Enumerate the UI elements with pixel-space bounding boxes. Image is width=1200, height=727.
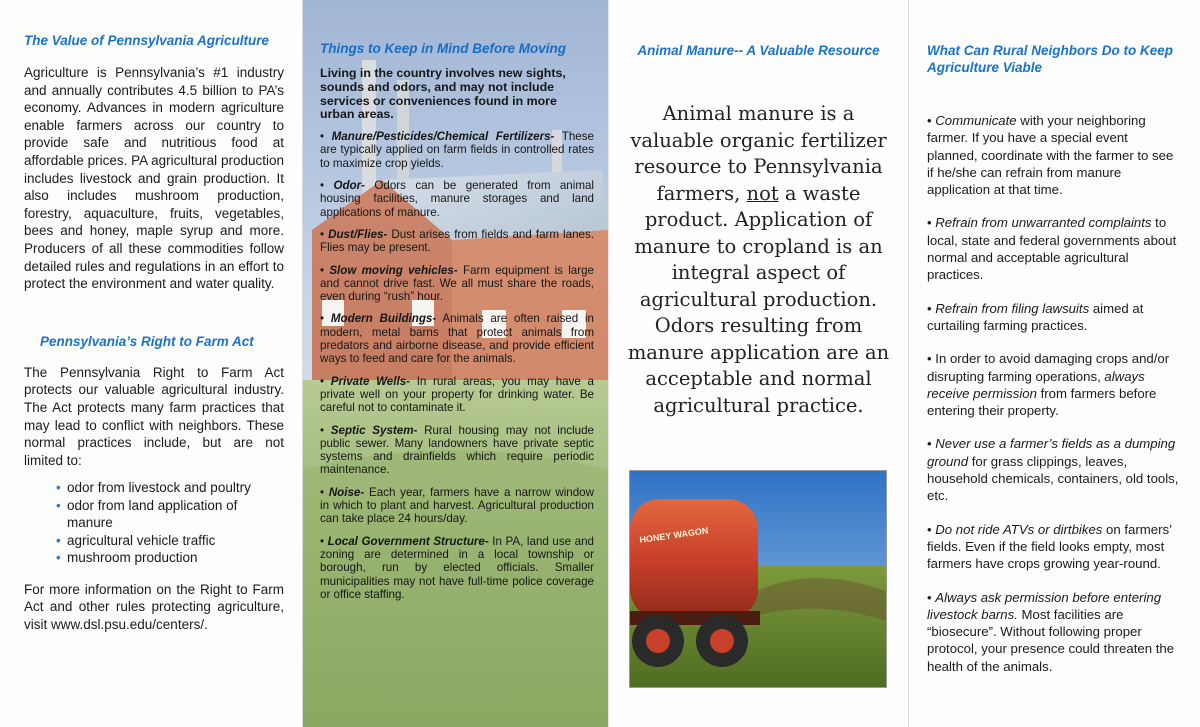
manure-statement: Animal manure is a valuable organic fertilizer resource to Pennsylvania farmers, not a waste product. Application of manure to cropland is an integral aspect of agricultural production. Odors resulting from manure application are an acceptable and normal agricultural practice. [627,102,890,417]
honey-wagon-illustration [630,471,886,687]
list-item: • Do not ride ATVs or dirtbikes on farmers’ fields. Even if the field looks empty, most farmers have crops growing year-round. [927,521,1172,572]
list-item: • In order to avoid damaging crops and/or disrupting farming operations, always receive permission from farmers before entering their property. [927,351,1170,419]
list-item: • Never use a farmer’s fields as a dumping ground for grass clippings, leaves, household chemicals, containers, old tools, etc. [927,436,1179,504]
list-item: • Modern Buildings- Animals are often raised in modern, metal barns that protect animals from predators and airborne disease, and provide efficient ways to feed and care for the animals. [320,312,594,366]
honey-wagon-label: HONEY WAGON [638,525,709,545]
manure-heading: Animal Manure-- A Valuable Resource [637,43,880,58]
list-item: • Communicate with your neighboring farmer. If you have a special event planned, coordinate with the farmer to see if he/she can refrain from manure application at that time. [927,113,1174,198]
value-heading: The Value of Pennsylvania Agriculture [24,33,270,48]
list-item: • odor from land application of manure [56,497,284,532]
manure-panel [608,0,908,727]
moving-panel [302,0,608,727]
list-item: • Local Government Structure- In PA, land use and zoning are determined in a local township or borough, run by elected officials. Smaller municipalities may not have full-time police coverage or office staffing. [320,534,594,601]
moving-intro: Living in the country involves new sights, sounds and odors, and may not include services or conveniences found in more urban areas. [320,66,566,122]
list-item: • Always ask permission before entering livestock barns. Most facilities are “biosecure”. Without following proper protocol, your presence could threaten the health of the animals. [927,589,1175,674]
moving-heading: Things to Keep in Mind Before Moving [320,41,566,56]
right-to-farm-heading: Pennsylvania’s Right to Farm Act [40,333,254,349]
neighbors-heading: What Can Rural Neighbors Do to Keep Agriculture Viable [927,43,1174,75]
protected-practices-list [24,479,284,567]
fold-line [908,0,909,727]
list-item: • Slow moving vehicles- Farm equipment is large and cannot drive fast. We all must share the roads, even during “rush” hour. [320,263,595,304]
list-item: • Private Wells- In rural areas, you may have a private well on your property for drinking water. Be careful not to contaminate it. [320,374,594,415]
list-item: • Manure/Pesticides/Chemical Fertilizers- These are typically applied on farm fields in controlled rates to maximize crop yields. [320,130,595,170]
right-to-farm-paragraph: The Pennsylvania Right to Farm Act protects our valuable agricultural industry. The Act protects many farm practices that may lead to conflict with neighbors. These normal practices include, but are not limited to: [24,364,284,468]
value-paragraph: Agriculture is Pennsylvania’s #1 industry and annually contributes 4.5 billion to PA’s economy. Advances in modern agriculture enable farmers across our country to provide safe and nutritious food at affordable prices. PA agricultural production includes livestock and grain production. It also includes mushroom production, forestry, aquaculture, fruits, vegetables, bees and honey, maple syrup and more. Producers of all these commodities follow detailed rules and regulations in an effort to protect the environment and water quality. [24,65,284,292]
list-item: • Odor- Odors can be generated from animal housing facilities, manure storages and land applications of manure. [320,179,595,219]
list-item: • Dust/Flies- Dust arises from fields and farm lanes. Flies may be present. [320,227,594,255]
neighbors-panel [908,0,1200,727]
fold-line [302,0,303,727]
honey-wagon-photo [629,470,887,688]
list-item: • Noise- Each year, farmers have a narrow window in which to plant and harvest. Agricultural production can take place 24 hours/day. [320,485,595,526]
more-info-paragraph: For more information on the Right to Farm Act and other rules protecting agriculture, visit www.dsl.psu.edu/centers/. [24,581,284,632]
list-item: • odor from livestock and poultry [56,479,284,497]
value-panel [0,0,302,727]
list-item: • Refrain from filing lawsuits aimed at curtailing farming practices. [927,300,1144,333]
list-item: • agricultural vehicle traffic [56,532,284,550]
list-item: • Septic System- Rural housing may not include public sewer. Many landowners have private septic systems and drainfields which require periodic maintenance. [320,423,595,477]
list-item: • Refrain from unwarranted complaints to local, state and federal governments about normal and acceptable agricultural practices. [927,215,1177,283]
list-item: • mushroom production [56,549,284,567]
